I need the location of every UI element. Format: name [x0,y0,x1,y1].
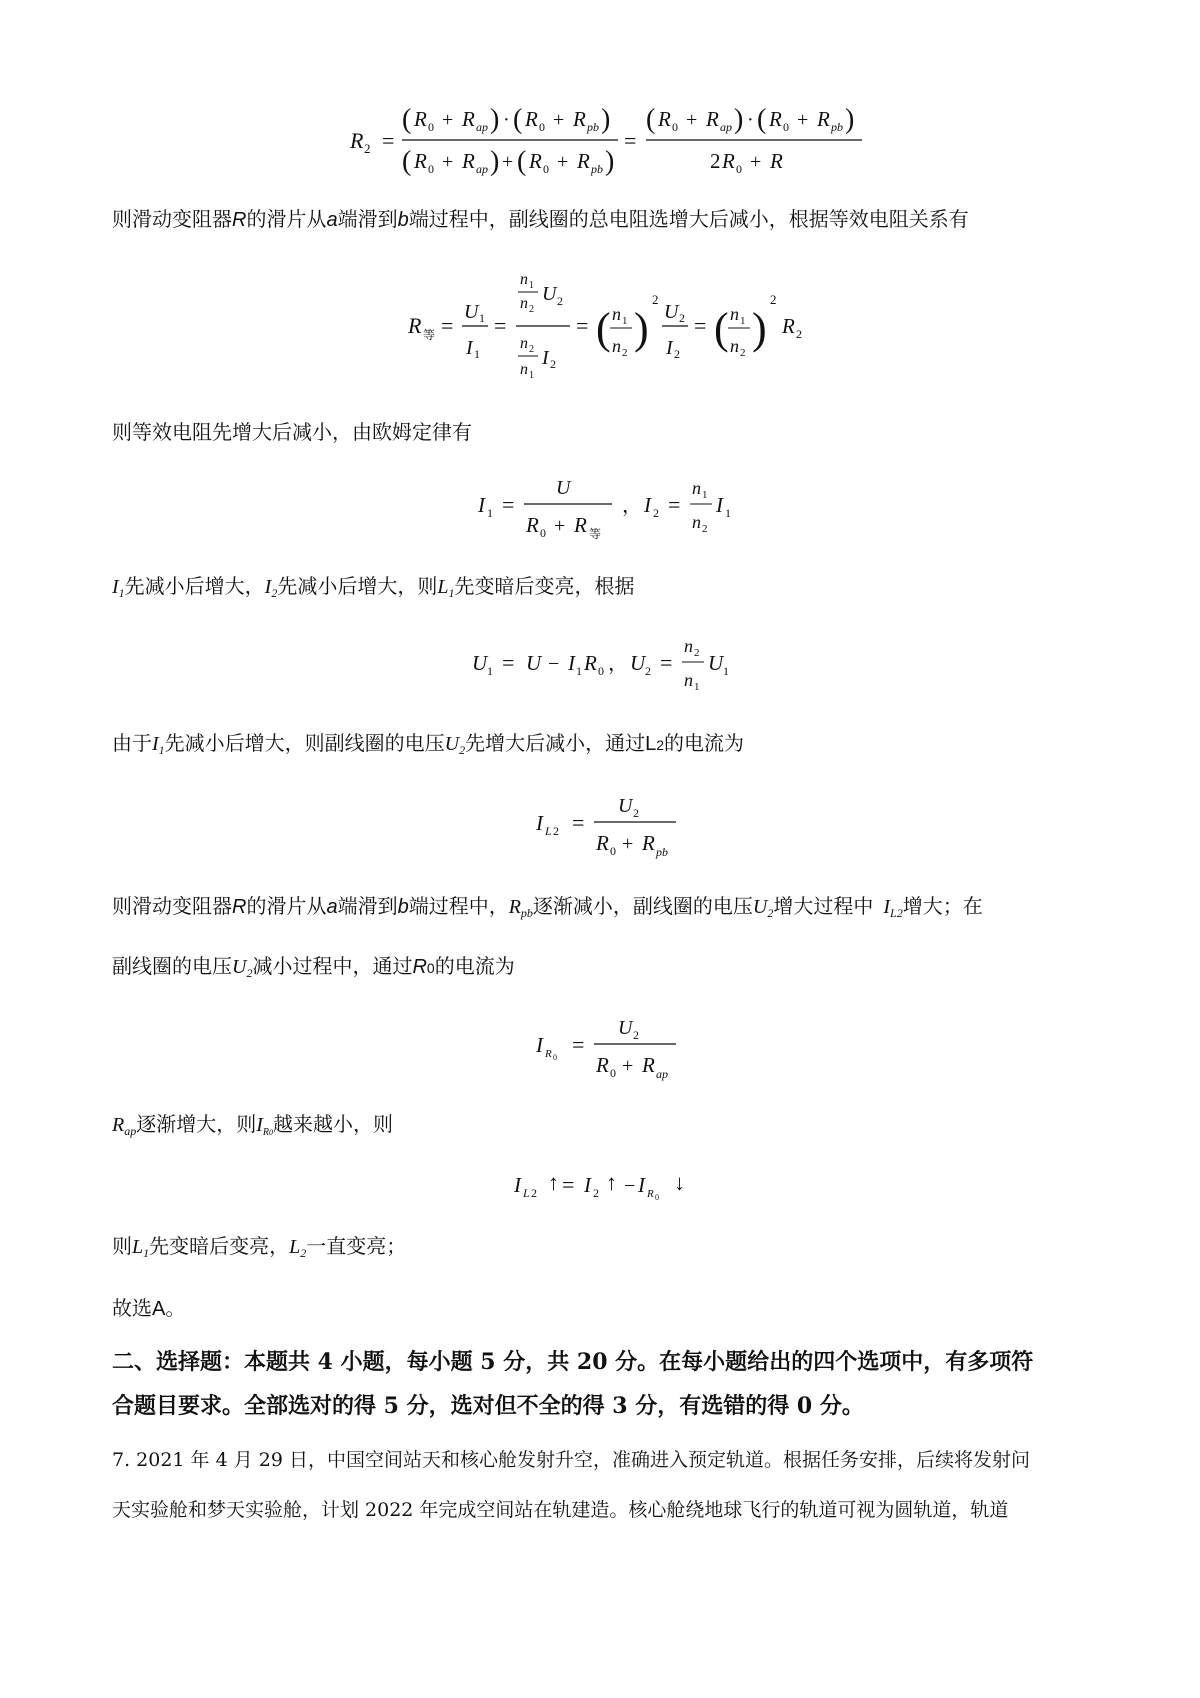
svg-text:0: 0 [540,526,546,540]
svg-text:2: 2 [622,347,628,359]
paragraph-1: 则滑动变阻器R的滑片从a端滑到b端过程中，副线圈的总电阻选增大后减小，根据等效电阻关系有 [112,207,969,231]
svg-text:R: R [529,149,542,173]
svg-text:0: 0 [672,120,678,134]
svg-text:n: n [730,304,739,324]
svg-text:n: n [684,670,693,690]
svg-text:I: I [568,651,575,675]
svg-text:2: 2 [645,664,651,678]
svg-text:R: R [642,1053,655,1077]
svg-text:n: n [520,271,528,288]
svg-text:2: 2 [796,327,802,341]
svg-text:I: I [644,493,651,517]
svg-text:=: = [668,492,681,517]
svg-text:2: 2 [740,347,746,359]
svg-text:): ) [605,146,615,177]
svg-text:2: 2 [710,149,721,173]
svg-text:n: n [520,295,528,312]
svg-text:2: 2 [550,357,556,371]
svg-text:，: ， [622,495,642,517]
svg-text:R: R [573,107,586,131]
svg-text:↑: ↑ [606,1170,617,1195]
svg-text:pb: pb [587,120,599,134]
svg-text:=: = [694,313,707,338]
svg-text:2: 2 [557,294,563,308]
svg-text:n: n [692,512,701,532]
svg-text:0: 0 [736,162,742,176]
svg-text:=: = [572,1032,585,1057]
svg-text:1: 1 [487,664,493,678]
svg-text:=: = [382,128,395,153]
svg-text:R: R [782,314,795,338]
svg-text:−: − [624,1175,636,1197]
svg-text:+: + [553,109,565,131]
svg-text:n: n [692,478,701,498]
svg-text:(: ( [517,146,527,177]
svg-text:0: 0 [598,664,604,678]
svg-text:I: I [536,811,543,835]
svg-text:ap: ap [476,162,488,176]
svg-text:(: ( [596,304,611,353]
svg-text:，: ， [608,653,628,675]
svg-text:2: 2 [364,141,371,156]
svg-text:0: 0 [610,1066,616,1080]
svg-text:L: L [545,824,552,838]
svg-text:R: R [596,1053,609,1077]
svg-text:R: R [414,149,427,173]
svg-text:R: R [525,107,538,131]
svg-text:U: U [618,795,633,817]
svg-text:0: 0 [428,162,434,176]
svg-text:U: U [708,651,724,675]
svg-text:=: = [502,650,515,675]
svg-text:U: U [464,301,479,323]
svg-text:R: R [706,107,719,131]
svg-text:(: ( [646,104,656,135]
svg-text:=: = [441,313,454,338]
svg-text:−: − [548,653,560,675]
svg-text:U: U [630,651,646,675]
svg-text:+: + [686,109,698,131]
svg-text:R: R [526,513,539,537]
svg-text:R: R [574,513,587,537]
equation-voltages [472,634,742,706]
svg-text:pb: pb [656,845,668,859]
svg-text:n: n [520,335,528,352]
svg-text:2: 2 [694,647,700,659]
svg-text:2: 2 [529,344,534,355]
svg-text:): ) [601,104,611,135]
svg-text:ap: ap [720,120,732,134]
svg-text:2: 2 [633,1028,639,1042]
svg-text:U: U [556,477,571,499]
svg-text:): ) [634,304,649,353]
svg-text:R: R [408,313,422,338]
svg-text:R: R [596,831,609,855]
svg-text:U: U [526,651,542,675]
svg-text:): ) [734,104,744,135]
svg-text:·: · [747,109,754,131]
svg-text:R: R [462,107,475,131]
svg-text:1: 1 [622,315,628,327]
svg-text:pb: pb [831,120,843,134]
svg-text:I: I [638,1173,645,1197]
svg-text:+: + [554,515,566,537]
svg-text:=: = [660,650,673,675]
svg-text:I: I [478,493,485,517]
svg-text:1: 1 [702,489,708,501]
section-heading-line1: 二、选择题：本题共 4 小题，每小题 5 分，共 20 分。在每小题给出的四个选项中，有多项符 [112,1349,1034,1375]
question-7-line1: 7. 2021 年 4 月 29 日，中国空间站天和核心舱发射升空，准确进入预定轨道。根据任务安排，后续将发射问 [112,1449,1030,1471]
equation-il2 [536,790,686,866]
svg-text:): ) [845,104,855,135]
equation-r-equivalent [408,268,828,388]
svg-text:2: 2 [652,292,659,307]
svg-text:I: I [584,1173,591,1197]
equation-current-trend [514,1164,714,1204]
svg-text:): ) [490,146,500,177]
svg-text:0: 0 [610,844,616,858]
paragraph-7: $R_{ap}$逐渐增大，则$I_{R0}$越来越小，则 [112,1112,393,1138]
svg-text:ap: ap [476,120,488,134]
svg-text:1: 1 [723,664,729,678]
svg-text:=: = [572,810,585,835]
svg-text:ap: ap [656,1067,668,1081]
svg-text:(: ( [402,104,412,135]
svg-text:R: R [769,107,782,131]
svg-text:U: U [542,283,557,305]
svg-text:2: 2 [674,347,680,361]
svg-text:0: 0 [553,1053,557,1062]
svg-text:1: 1 [725,506,731,520]
svg-text:=: = [562,1172,575,1197]
svg-text:I: I [542,347,549,369]
svg-text:↓: ↓ [674,1170,685,1195]
svg-text:R: R [658,107,671,131]
paragraph-5: 则滑动变阻器R的滑片从a端滑到b端过程中，$R_{pb}$逐渐减小，副线圈的电压$U_2$增大过程中 $I_{L2}$增大；在 [112,894,983,920]
svg-text:R: R [642,831,655,855]
svg-text:n: n [684,636,693,656]
svg-text:等: 等 [423,328,436,342]
svg-text:n: n [520,361,528,378]
question-7-line2: 天实验舱和梦天实验舱，计划 2022 年完成空间站在轨建造。核心舱绕地球飞行的轨道可视为圆轨道，轨道 [112,1499,1009,1521]
svg-text:0: 0 [428,120,434,134]
svg-text:↑: ↑ [548,1170,559,1195]
svg-text:1: 1 [529,280,534,291]
svg-text:R: R [584,651,597,675]
svg-text:I: I [536,1033,543,1057]
svg-text:+: + [557,151,569,173]
svg-text:0: 0 [543,162,549,176]
svg-text:+: + [797,109,809,131]
svg-text:R: R [462,149,475,173]
paragraph-8: 则$L_1$先变暗后变亮，$L_2$一直变亮； [112,1234,407,1260]
svg-text:2: 2 [770,292,777,307]
svg-text:=: = [502,492,515,517]
svg-text:2: 2 [679,311,685,325]
svg-text:R: R [414,107,427,131]
svg-text:): ) [490,104,500,135]
svg-text:I: I [666,337,673,359]
svg-text:1: 1 [487,506,493,520]
svg-text:2: 2 [653,506,659,520]
svg-text:1: 1 [740,315,746,327]
svg-text:+: + [622,1055,634,1077]
svg-text:0: 0 [783,120,789,134]
svg-text:R: R [577,149,590,173]
svg-text:(: ( [513,104,523,135]
equation-r2 [350,98,870,188]
svg-text:2: 2 [633,806,639,820]
svg-text:I: I [716,493,723,517]
svg-text:R: R [722,149,735,173]
svg-text:I: I [514,1173,521,1197]
svg-text:(: ( [714,304,729,353]
svg-text:+: + [622,833,634,855]
svg-text:2: 2 [529,304,534,315]
paragraph-4: 由于$I_1$先减小后增大，则副线圈的电压$U_2$先增大后减小，通过L2的电流为 [112,731,745,757]
svg-text:R: R [647,1188,654,1200]
svg-text:(: ( [402,146,412,177]
svg-text:2: 2 [531,1186,537,1200]
equation-currents [478,470,738,550]
svg-text:1: 1 [474,347,480,361]
svg-text:U: U [664,301,679,323]
paragraph-2: 则等效电阻先增大后减小，由欧姆定律有 [112,420,472,444]
section-heading-line2: 合题目要求。全部选对的得 5 分，选对但不全的得 3 分，有选错的得 0 分。 [112,1393,864,1419]
svg-text:2: 2 [702,523,708,535]
svg-text:1: 1 [576,664,582,678]
svg-text:I: I [466,337,473,359]
svg-text:n: n [612,304,621,324]
svg-text:2: 2 [593,1186,599,1200]
svg-text:): ) [752,304,767,353]
paragraph-9: 故选A。 [112,1296,186,1320]
svg-text:0: 0 [539,120,545,134]
svg-text:pb: pb [591,162,603,176]
svg-text:·: · [503,109,510,131]
svg-text:0: 0 [655,1193,659,1202]
svg-text:+: + [750,151,762,173]
svg-text:1: 1 [529,370,534,381]
svg-text:U: U [472,651,488,675]
svg-text:U: U [618,1017,633,1039]
svg-text:R: R [817,107,830,131]
svg-text:1: 1 [479,311,485,325]
svg-text:1: 1 [694,681,700,693]
equation-ir0 [536,1012,686,1088]
svg-text:R: R [350,128,364,153]
svg-text:n: n [730,336,739,356]
svg-text:n: n [612,336,621,356]
svg-text:2: 2 [553,824,559,838]
paragraph-6: 副线圈的电压$U_2$减小过程中，通过R0的电流为 [112,954,515,980]
svg-text:R: R [770,149,783,173]
svg-text:=: = [576,313,589,338]
svg-text:等: 等 [589,527,602,541]
svg-text:+: + [442,151,454,173]
svg-text:R: R [545,1048,552,1060]
svg-text:=: = [494,313,507,338]
svg-text:=: = [624,128,637,153]
svg-text:L: L [523,1186,530,1200]
svg-text:(: ( [757,104,767,135]
svg-text:+: + [502,151,514,173]
svg-text:+: + [442,109,454,131]
paragraph-3: $I_1$先减小后增大，$I_2$先减小后增大，则$L_1$先变暗后变亮，根据 [112,574,635,600]
